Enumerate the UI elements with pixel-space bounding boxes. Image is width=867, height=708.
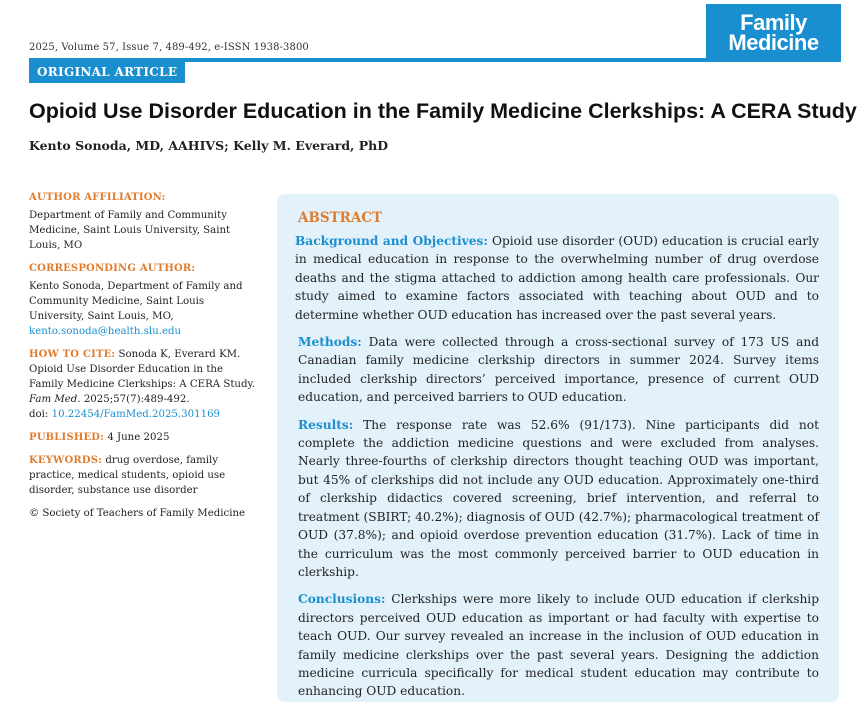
how-to-cite-heading: HOW TO CITE: <box>29 349 116 360</box>
results-text: The response rate was 52.6% (91/173). Nine participants did not complete the addiction medicine questions and were excluded from analyses. Nearly three-fourths of clerkship directors thought teaching OUD was important, but 45% of clerkships did not include any OUD education. Approximately one-third of clerkship didactics covered screening, brief intervention, and referral to treatment (SBIRT; 40.2%); diagnosis of OUD (42.7%); pharmacological treatment of OUD (37.8%); and opioid overdose prevention education (31.7%). Lack of time in the curriculum was the most commonly perceived barrier to OUD education in clerkship. <box>298 417 819 579</box>
doi-link[interactable]: 10.22454/FamMed.2025.301169 <box>51 409 221 420</box>
methods-text: Data were collected through a cross-sectional survey of 173 US and Canadian family medicine clerkship directors in summer 2024. Survey items included clerkship directors’ perceived importance, presence of current OUD education, and perceived barriers to OUD education. <box>298 335 820 405</box>
logo-line-1: Family <box>740 9 807 35</box>
author-list: Kento Sonoda, MD, AAHIVS; Kelly M. Everard, PhD <box>29 138 389 153</box>
background-heading: Background and Objectives: <box>295 234 488 248</box>
journal-logo[interactable] <box>706 4 841 61</box>
methods-heading: Methods: <box>298 335 362 350</box>
keywords-text: drug overdose, family practice, medical students, opioid use disorder, substance use disorder <box>29 455 226 496</box>
article-info-sidebar <box>29 190 257 529</box>
how-to-cite-ref: 2025;57(7):489-492. <box>83 394 190 405</box>
published-date: 4 June 2025 <box>107 432 170 443</box>
affiliation-heading: AUTHOR AFFILIATION: <box>29 192 166 203</box>
copyright-notice: © Society of Teachers of Family Medicine <box>29 508 246 519</box>
keywords-block <box>29 453 257 498</box>
conclusions-heading: Conclusions: <box>298 592 386 607</box>
corresponding-text: Kento Sonoda, Department of Family and Community Medicine, Saint Louis University, Saint Louis, MO, <box>29 281 243 322</box>
keywords-heading: KEYWORDS: <box>29 455 103 466</box>
abstract-background <box>295 232 819 324</box>
abstract-results <box>298 416 819 582</box>
abstract-panel <box>277 194 839 702</box>
how-to-cite-journal: Fam Med. <box>29 394 81 405</box>
how-to-cite-text: Sonoda K, Everard KM. Opioid Use Disorder Education in the Family Medicine Clerkships: A CERA Study. <box>29 349 256 390</box>
results-heading: Results: <box>298 417 354 432</box>
doi-label: doi: <box>29 409 49 420</box>
background-text: Opioid use disorder (OUD) education is crucial early in medical education in response to the overwhelming number of drug overdose deaths and the stigma attached to addiction among health care professionals. Our study aimed to examine factors associated with teaching about OUD and to determine whether OUD education has increased over the past several years. <box>295 234 820 322</box>
article-type-badge: ORIGINAL ARTICLE <box>29 61 185 83</box>
citation-line: 2025, Volume 57, Issue 7, 489-492, e-ISSN 1938-3800 <box>29 42 309 53</box>
corresponding-heading: CORRESPONDING AUTHOR: <box>29 263 196 274</box>
conclusions-text: Clerkships were more likely to include OUD education if clerkship directors perceived OUD education as important or had faculty with expertise to teach OUD. Our survey revealed an increase in the inclusion of OUD education in family medicine clerkships over the past several years. Designing the addiction medicine curricula specifically for medical student education may contribute to enhancing OUD education. <box>298 592 820 699</box>
how-to-cite-block <box>29 347 257 422</box>
abstract-heading: ABSTRACT <box>298 210 383 226</box>
abstract-methods <box>298 333 819 407</box>
published-heading: PUBLISHED: <box>29 432 105 443</box>
logo-line-2: Medicine <box>728 29 819 55</box>
article-title: Opioid Use Disorder Education in the Family Medicine Clerkships: A CERA Study <box>29 99 857 123</box>
published-block <box>29 430 257 445</box>
affiliation-block <box>29 190 257 253</box>
affiliation-text: Department of Family and Community Medicine, Saint Louis University, Saint Louis, MO <box>29 210 231 251</box>
corresponding-author-block <box>29 261 257 339</box>
corresponding-email-link[interactable]: kento.sonoda@health.slu.edu <box>29 326 182 337</box>
abstract-conclusions <box>298 590 819 700</box>
